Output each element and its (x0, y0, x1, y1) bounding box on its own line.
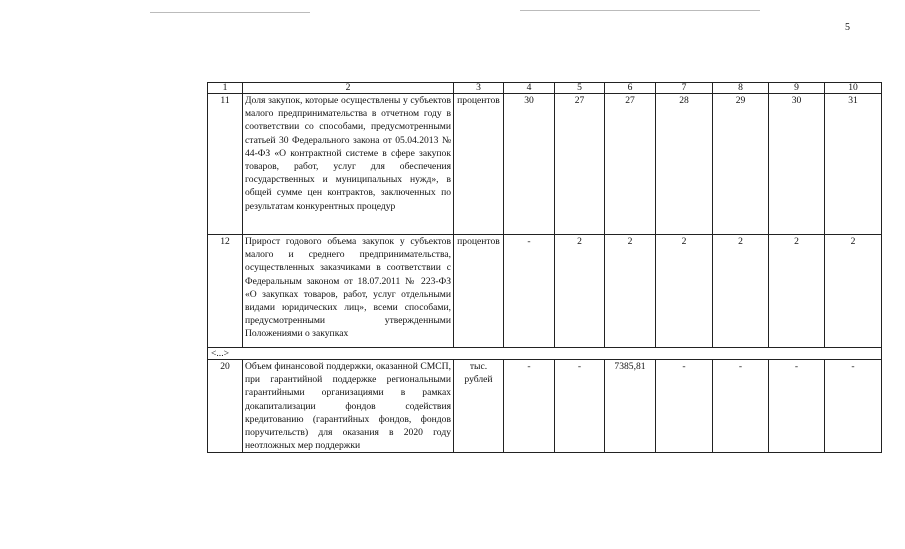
column-header: 7 (656, 83, 713, 94)
row-description: Доля закупок, которые осуществлены у субъектов малого предпринимательства в отчетном году в соответствии со способами, предусмотренными статьей 30 Федерального закона от 05.04.2013 № 44-ФЗ «О контрактной системе в сфере закупок товаров, работ, услуг для обеспечения государственных и муниципальных нужд», в общей сумме цен контрактов, заключенных по результатам конкурентных процедур (243, 94, 454, 235)
column-header: 10 (825, 83, 882, 94)
table-row (208, 94, 882, 235)
row-value: 27 (605, 94, 656, 235)
row-unit: процентов (454, 235, 504, 348)
column-header: 5 (555, 83, 605, 94)
row-value: - (769, 360, 825, 453)
row-unit: тыс. рублей (454, 360, 504, 453)
row-value: 30 (769, 94, 825, 235)
column-header: 3 (454, 83, 504, 94)
scan-artifact (520, 10, 760, 11)
row-value: - (713, 360, 769, 453)
row-number: 20 (208, 360, 243, 453)
row-value: - (504, 360, 555, 453)
column-header: 6 (605, 83, 656, 94)
page-number: 5 (845, 22, 850, 33)
row-value: - (555, 360, 605, 453)
row-value: 2 (605, 235, 656, 348)
row-value: 2 (656, 235, 713, 348)
row-description: Объем финансовой поддержки, оказанной СМСП, при гарантийной поддержке региональными гарантийными организациями в рамках докапитализации фондов содействия кредитованию (гарантийных фондов, фондов поручительств) для оказания в 2020 году неотложных мер поддержки (243, 360, 454, 453)
ellipsis-marker: <...> (208, 348, 882, 360)
row-description: Прирост годового объема закупок у субъектов малого и среднего предпринимательства, осуществленных заказчиками в соответствии с Федеральным законом от 18.07.2011 № 223-ФЗ «О закупках товаров, работ, услуг отдельными видами юридических лиц», всеми способами, предусмотренными утвержденными Положениями о закупках (243, 235, 454, 348)
row-value: 2 (825, 235, 882, 348)
row-value: - (656, 360, 713, 453)
table-row (208, 360, 882, 453)
row-value: 28 (656, 94, 713, 235)
row-value: 30 (504, 94, 555, 235)
row-number: 12 (208, 235, 243, 348)
row-number: 11 (208, 94, 243, 235)
column-header: 8 (713, 83, 769, 94)
row-value: 27 (555, 94, 605, 235)
scan-artifact (150, 12, 310, 13)
indicators-table (207, 82, 882, 453)
row-value: 2 (555, 235, 605, 348)
row-value: 2 (769, 235, 825, 348)
ellipsis-row (208, 348, 882, 360)
row-value: 2 (713, 235, 769, 348)
row-value: - (504, 235, 555, 348)
column-header: 4 (504, 83, 555, 94)
header-row (208, 83, 882, 94)
table-row (208, 235, 882, 348)
row-value: 31 (825, 94, 882, 235)
row-value: 29 (713, 94, 769, 235)
column-header: 2 (243, 83, 454, 94)
column-header: 1 (208, 83, 243, 94)
row-value: - (825, 360, 882, 453)
column-header: 9 (769, 83, 825, 94)
row-unit: процентов (454, 94, 504, 235)
row-value: 7385,81 (605, 360, 656, 453)
